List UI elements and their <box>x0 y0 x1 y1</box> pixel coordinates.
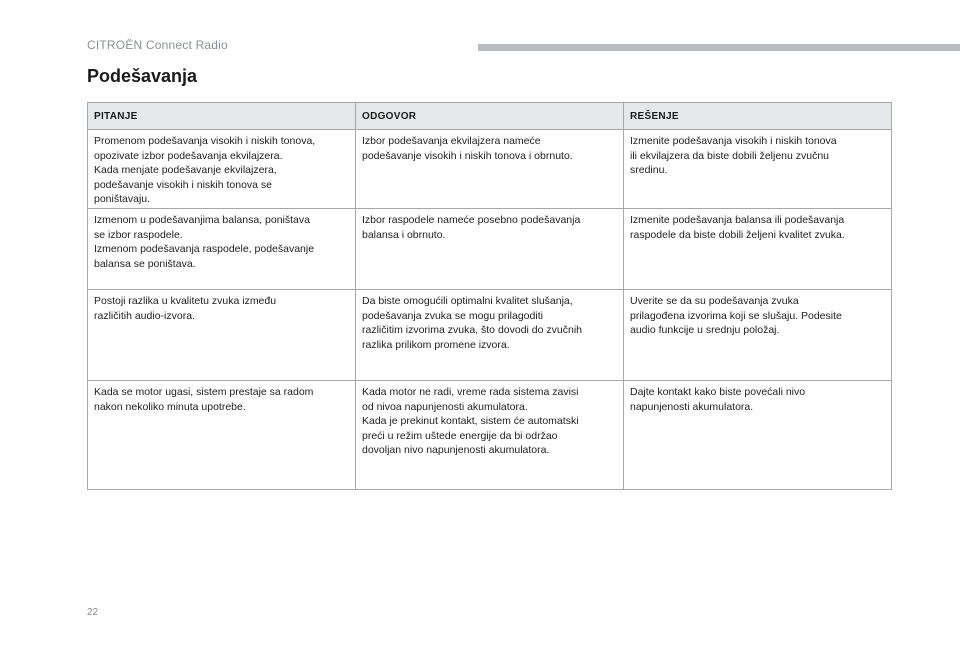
cell-text-line: balansa i obrnuto. <box>362 228 446 241</box>
answer-cell <box>356 381 624 490</box>
answer-cell <box>356 209 624 290</box>
cell-text-line: Kada se motor ugasi, sistem prestaje sa radom <box>94 386 314 398</box>
table-row <box>88 209 892 290</box>
cell-text-line: podešavanje visokih i niskih tonova se <box>94 178 273 191</box>
cell-text-line: Da biste omogućili optimalni kvalitet slušanja, <box>362 295 573 307</box>
cell-text-line: dovoljan nivo napunjenosti akumulatora. <box>362 444 550 457</box>
manual-header-title: CITROËN Connect Radio <box>87 38 228 52</box>
cell-text-line: različitim izvorima zvuka, što dovodi do zvučnih <box>362 324 582 337</box>
cell-text-line: poništavaju. <box>94 193 151 206</box>
cell-text-line: Kada motor ne radi, vreme rada sistema zavisi <box>362 386 579 398</box>
answer-cell <box>356 130 624 209</box>
question-cell <box>88 130 356 209</box>
question-cell <box>88 290 356 381</box>
cell-text-line: Izmenite podešavanja visokih i niskih tonova <box>630 135 837 147</box>
table-header-row <box>88 103 892 130</box>
cell-text-line: različitih audio-izvora. <box>94 309 195 322</box>
column-header-solution: REŠENJE <box>624 103 892 130</box>
cell-text-line: Izmenite podešavanja balansa ili podešavanja <box>630 214 845 226</box>
table-row <box>88 290 892 381</box>
cell-text-line: ili ekvilajzera da biste dobili željenu zvučnu <box>630 149 830 162</box>
cell-text-line: Izmenom podešavanja raspodele, podešavanje <box>94 243 315 256</box>
cell-text-line: Izmenom u podešavanjima balansa, poništava <box>94 214 310 226</box>
cell-text-line: se izbor raspodele. <box>94 228 183 241</box>
column-header-question: PITANJE <box>88 103 356 130</box>
answer-cell <box>356 290 624 381</box>
table-row <box>88 381 892 490</box>
cell-text-line: Izbor podešavanja ekvilajzera nameće <box>362 135 541 147</box>
table-row <box>88 130 892 209</box>
cell-text-line: podešavanje visokih i niskih tonova i obrnuto. <box>362 149 573 162</box>
question-cell <box>88 209 356 290</box>
solution-cell <box>624 130 892 209</box>
cell-text-line: Promenom podešavanja visokih i niskih tonova, <box>94 135 316 147</box>
cell-text-line: raspodele da biste dobili željeni kvalitet zvuka. <box>630 228 845 241</box>
table-body <box>88 130 892 490</box>
cell-text-line: podešavanja zvuka se mogu prilagoditi <box>362 309 543 322</box>
cell-text-line: Kada je prekinut kontakt, sistem će automatski <box>362 415 579 428</box>
solution-cell <box>624 381 892 490</box>
cell-text-line: audio funkcije u srednju položaj. <box>630 324 780 337</box>
column-header-answer: ODGOVOR <box>356 103 624 130</box>
question-cell <box>88 381 356 490</box>
cell-text-line: sredinu. <box>630 164 668 177</box>
cell-text-line: opozivate izbor podešavanja ekvilajzera. <box>94 149 283 162</box>
cell-text-line: preći u režim uštede energije da bi održao <box>362 429 558 442</box>
cell-text-line: prilagođena izvorima koji se slušaju. Podesite <box>630 309 842 322</box>
cell-text-line: Dajte kontakt kako biste povećali nivo <box>630 386 806 398</box>
cell-text-line: Uverite se da su podešavanja zvuka <box>630 295 799 307</box>
page-title: Podešavanja <box>87 66 198 86</box>
solution-cell <box>624 209 892 290</box>
cell-text-line: nakon nekoliko minuta upotrebe. <box>94 400 246 413</box>
cell-text-line: Postoji razlika u kvalitetu zvuka između <box>94 295 277 307</box>
cell-text-line: balansa se poništava. <box>94 257 196 270</box>
troubleshooting-table <box>87 102 892 490</box>
page-number: 22 <box>87 607 99 618</box>
solution-cell <box>624 290 892 381</box>
cell-text-line: razlika prilikom promene izvora. <box>362 338 510 351</box>
cell-text-line: Kada menjate podešavanje ekvilajzera, <box>94 164 277 177</box>
cell-text-line: napunjenosti akumulatora. <box>630 400 754 413</box>
cell-text-line: od nivoa napunjenosti akumulatora. <box>362 400 528 413</box>
cell-text-line: Izbor raspodele nameće posebno podešavanja <box>362 214 581 226</box>
header-bar <box>478 44 960 51</box>
